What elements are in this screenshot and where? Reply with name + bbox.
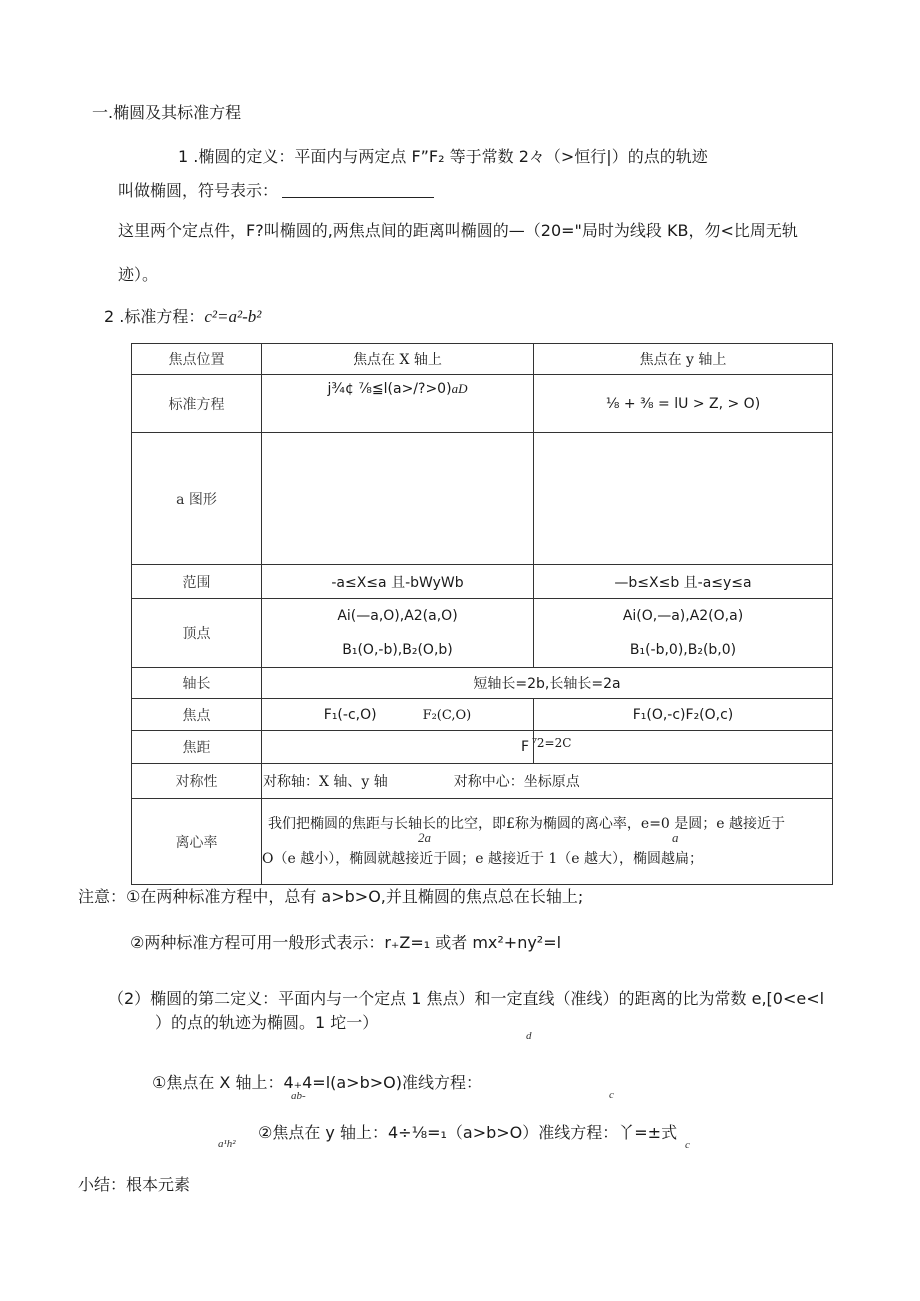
section-heading: 一.椭圆及其标准方程 — [92, 103, 242, 122]
second-definition-line-1: （2）椭圆的第二定义：平面内与一个定点 1 焦点）和一定直线（准线）的距离的比为常数 e,[0<e<l — [108, 989, 825, 1008]
eccentricity-note-2a: 2a — [418, 829, 431, 845]
vertex-label: 顶点 — [132, 599, 262, 668]
focal-value-f: F — [521, 739, 530, 755]
vertex-y-b: B₁(-b,0),B₂(b,0) — [629, 642, 737, 658]
definition-line-2-text: 叫做椭圆，符号表示： — [118, 181, 279, 200]
table-row-eccentricity — [132, 799, 833, 885]
focus-y: F₁(O,-c)F₂(O,c) — [534, 699, 833, 731]
table-row-graph — [132, 433, 833, 565]
definition-line-2 — [118, 178, 434, 201]
equation-x-note: aD — [451, 381, 468, 396]
table-row-equation — [132, 375, 833, 433]
symmetry-center: 对称中心：坐标原点 — [453, 774, 580, 790]
range-x: -a≤X≤a 且-bWyWb — [262, 565, 534, 599]
table-row-symmetry — [132, 764, 833, 799]
table-row-header — [132, 344, 833, 375]
table-row-range — [132, 565, 833, 599]
focus-x-1: F₁(-c,O) — [323, 706, 377, 723]
c-mark-2: c — [685, 1139, 690, 1151]
eccentricity-label: 离心率 — [132, 799, 262, 885]
graph-y — [534, 433, 833, 565]
standard-equation-label: 2 .标准方程： — [104, 307, 205, 326]
summary: 小结：根本元素 — [78, 1175, 191, 1194]
eccentricity-wrap — [262, 805, 826, 879]
range-y: —b≤X≤b 且-a≤y≤a — [534, 565, 833, 599]
symmetry-value — [262, 764, 833, 799]
directrix-y-sub: a¹h² — [218, 1138, 236, 1150]
focus-x — [262, 699, 534, 731]
note-1: 注意：①在两种标准方程中，总有 a>b>O,并且椭圆的焦点总在长轴上; — [78, 887, 584, 906]
eccentricity-value — [262, 799, 833, 885]
axis-label: 轴长 — [132, 668, 262, 699]
symbol-blank — [282, 182, 434, 198]
eccentricity-note-a: a — [672, 829, 679, 845]
vertex-y — [534, 599, 833, 668]
d-mark: d — [526, 1030, 532, 1042]
focal-value-rest: ⁷2=2C — [532, 736, 572, 750]
table-row-focal — [132, 731, 833, 764]
symmetry-axis: 对称轴：X 轴、y 轴 — [263, 774, 388, 790]
equation-y: ⅛ + ⅜ = lU > Z, > O) — [534, 375, 833, 433]
focus-x-2: F₂(C,O) — [422, 707, 472, 723]
table-row-focus — [132, 699, 833, 731]
second-definition-line-2: ）的点的轨迹为椭圆。1 坨一） — [155, 1013, 379, 1032]
eccentricity-line-1: 我们把椭圆的焦距与长轴长的比空，即£称为椭圆的离心率，e=0 是圆；e 越接近于 — [268, 815, 786, 832]
header-label: 焦点位置 — [132, 344, 262, 375]
header-x: 焦点在 X 轴上 — [262, 344, 534, 375]
eccentricity-line-2: O（e 越小），椭圆就越接近于圆；e 越接近于 1（e 越大），椭圆越扁； — [262, 850, 704, 867]
graph-x — [262, 433, 534, 565]
equation-x — [262, 375, 534, 433]
directrix-x-sub: ab- — [291, 1090, 306, 1102]
definition-line-1: 1 .椭圆的定义：平面内与两定点 F”F₂ 等于常数 2々（>恒行|）的点的轨迹 — [178, 147, 708, 166]
ellipse-properties-table — [131, 343, 833, 885]
axis-value: 短轴长=2b,长轴长=2a — [262, 668, 833, 699]
standard-equation-heading — [104, 304, 261, 327]
vertex-x — [262, 599, 534, 668]
symmetry-label: 对称性 — [132, 764, 262, 799]
table-row-vertex — [132, 599, 833, 668]
focus-label: 焦点 — [132, 699, 262, 731]
vertex-x-a: Ai(—a,O),A2(a,O) — [337, 608, 458, 624]
vertex-y-a: Ai(O,—a),A2(O,a) — [622, 608, 744, 624]
focal-empty — [262, 731, 534, 764]
equation-label: 标准方程 — [132, 375, 262, 433]
table-row-axis — [132, 668, 833, 699]
header-y: 焦点在 y 轴上 — [534, 344, 833, 375]
focal-label: 焦距 — [132, 731, 262, 764]
vertex-x-b: B₁(O,-b),B₂(O,b) — [342, 642, 453, 658]
note-2: ②两种标准方程可用一般形式表示：r₊Z=₁ 或者 mx²+ny²=l — [130, 933, 562, 952]
directrix-x-axis: ①焦点在 X 轴上：4₊4=l(a>b>O)准线方程： — [152, 1073, 482, 1092]
standard-equation-formula: c²=a²-b² — [204, 307, 262, 326]
equation-x-text: j¾¢ ⁷⁄₈≦l(a>/?>0) — [327, 381, 452, 397]
definition-line-3: 这里两个定点件，F?叫椭圆的,两焦点间的距离叫椭圆的—（20="局时为线段 KB，勿<比周无轨 — [118, 221, 798, 240]
directrix-y-axis: ②焦点在 y 轴上：4÷⅛=₁（a>b>O）准线方程：丫=±式 — [258, 1123, 678, 1142]
c-mark-1: c — [609, 1089, 614, 1101]
definition-line-4: 迹）。 — [118, 265, 159, 284]
graph-label: a 图形 — [132, 433, 262, 565]
focal-value — [521, 731, 833, 764]
range-label: 范围 — [132, 565, 262, 599]
